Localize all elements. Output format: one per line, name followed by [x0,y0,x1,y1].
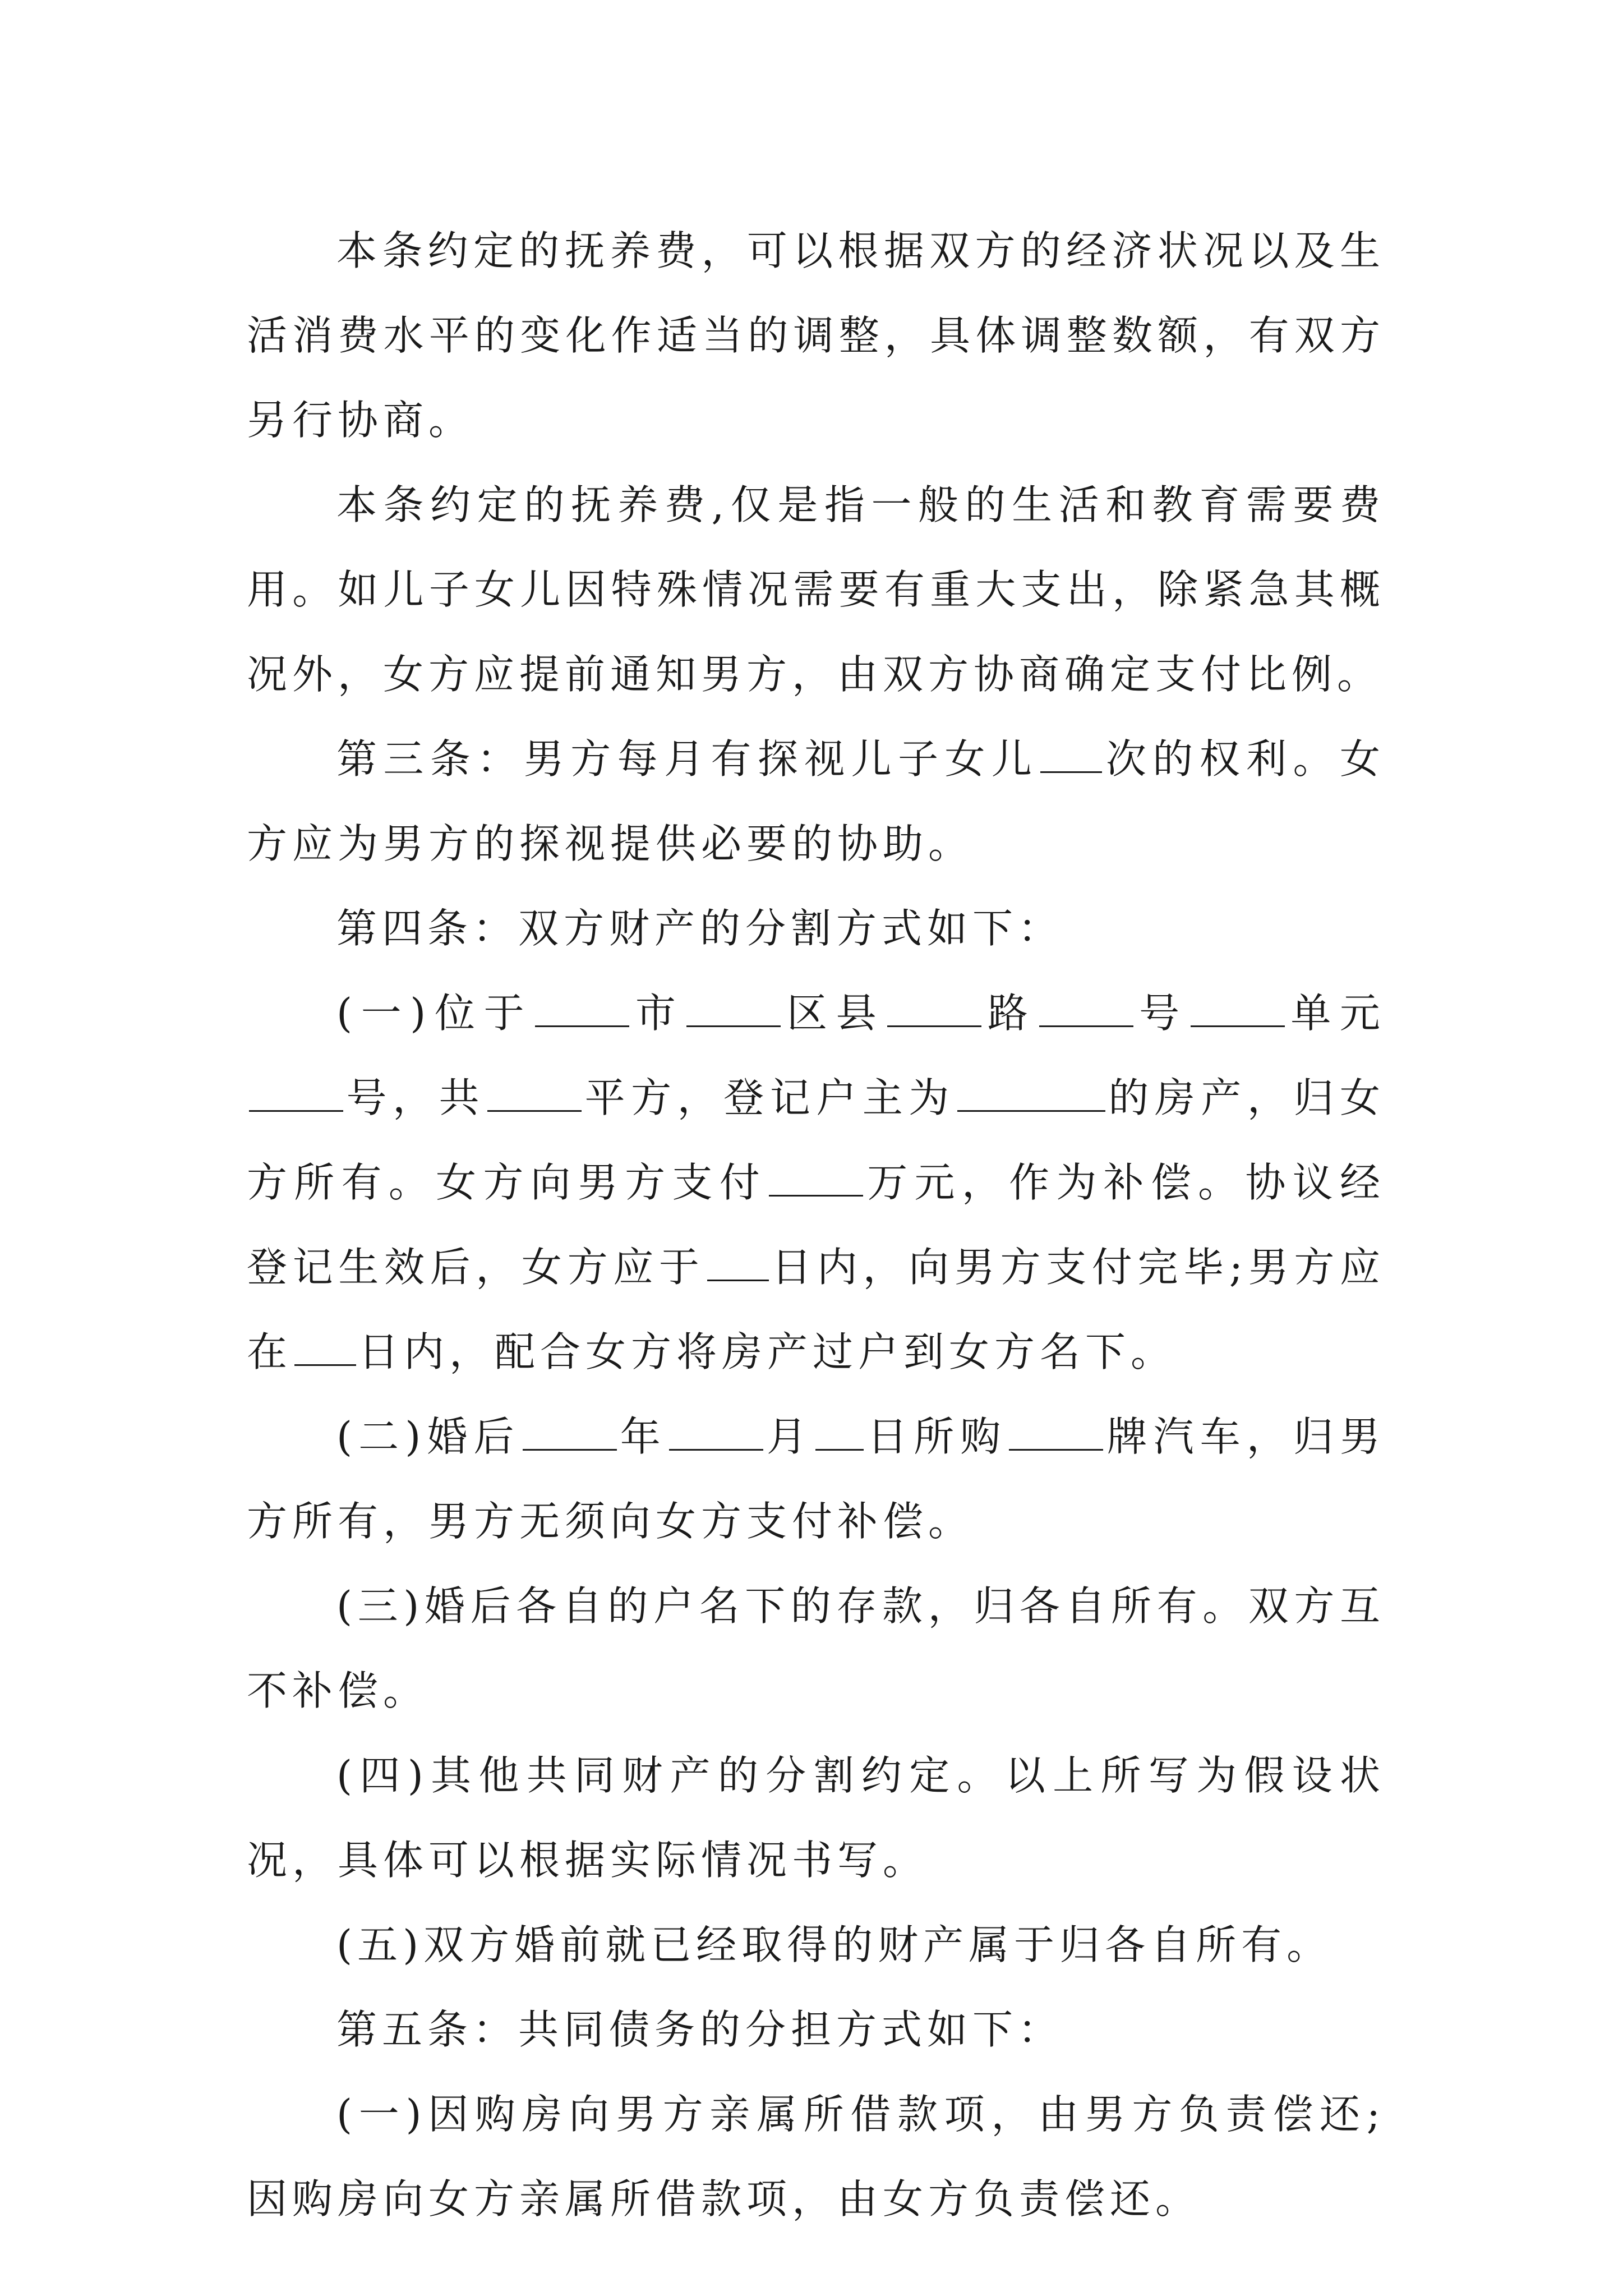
blank-compensation-amount [769,1162,863,1197]
paragraph-support-scope: 本条约定的抚养费,仅是指一般的生活和教育需要费用。如儿子女儿因特殊情况需要有重大支出，除紧急其概况外，女方应提前通知男方，由双方协商确定支付比例。 [247,481,1385,698]
paragraph-support-adjustment: 本条约定的抚养费，可以根据双方的经济状况以及生活消费水平的变化作适当的调整，具体调整数额，有双方另行协商。 [247,227,1385,444]
paragraph-property-deposits: (三)婚后各自的户名下的存款，归各自所有。双方互不补偿。 [247,1582,1385,1714]
paragraph-article-5-heading: 第五条：共同债务的分担方式如下： [336,2006,1064,2053]
paragraph-debt-house-loans: (一)因购房向男方亲属所借款项，由男方负责偿还;因购房向女方亲属所借款项，由女方负责偿还。 [247,2091,1385,2223]
blank-purchase-day [815,1416,864,1451]
blank-road [887,993,981,1027]
blank-car-brand [1009,1416,1103,1451]
blank-street-number [1039,993,1133,1027]
paragraph-property-car: (二)婚后 年 月 日所购 牌汽车，归男方所有，男方无须向女方支付补偿。 [247,1413,1385,1545]
blank-area [487,1078,582,1112]
blank-purchase-year [523,1416,617,1451]
paragraph-article-4-heading: 第四条：双方财产的分割方式如下： [336,905,1064,952]
blank-city [535,993,629,1027]
blank-transfer-days [294,1332,356,1366]
paragraph-property-house: (一)位于 市 区县 路 号 单元号，共 平方，登记户主为 的房产，归女方所有。女方向男方支付 万元，作为补偿。协议经登记生效后，女方应于 日内，向男方支付完毕;男方应在 日内，配合女方将房产过户到女方名下。 [247,990,1385,1375]
document-body [247,209,1385,2242]
blank-visit-count [1040,739,1102,773]
paragraph-article-3-visitation: 第三条：男方每月有探视儿子女儿 次的权利。女方应为男方的探视提供必要的协助。 [247,735,1385,867]
blank-building [1191,993,1285,1027]
blank-unit-number [249,1078,343,1112]
blank-district [686,993,781,1027]
blank-purchase-month [669,1416,763,1451]
blank-payment-days [707,1247,769,1281]
paragraph-property-premarital: (五)双方婚前就已经取得的财产属于归各自所有。 [336,1921,1332,1968]
blank-owner-name [957,1078,1105,1112]
paragraph-property-other: (四)其他共同财产的分割约定。以上所写为假设状况，具体可以根据实际情况书写。 [247,1752,1385,1884]
